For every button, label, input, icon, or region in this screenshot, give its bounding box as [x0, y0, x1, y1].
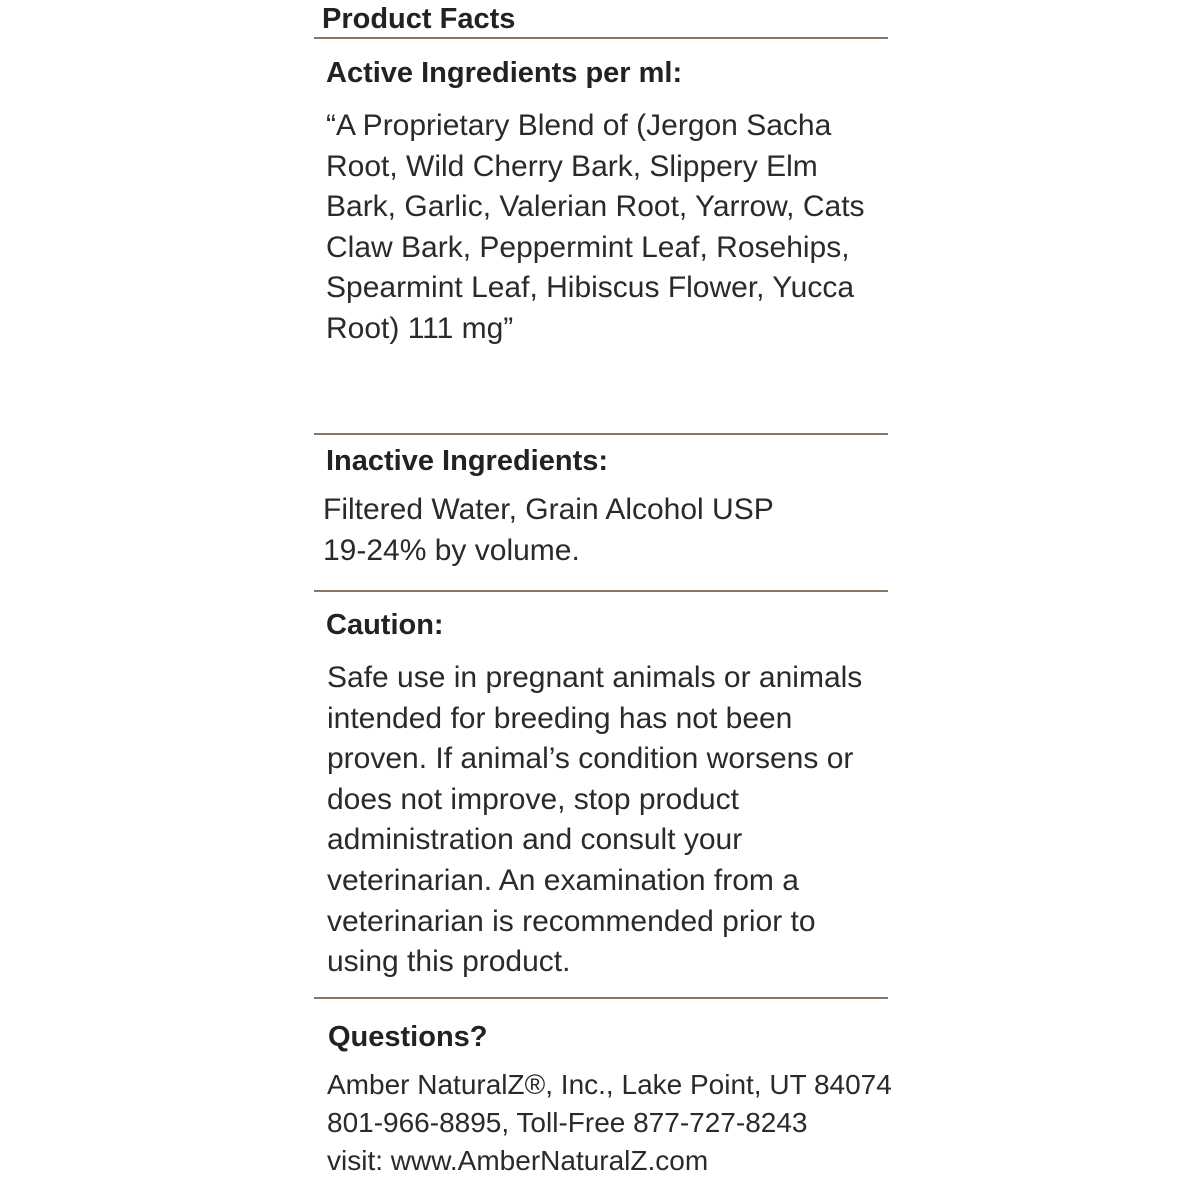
caution-heading: Caution:: [326, 609, 444, 641]
inactive-ingredients-text: Filtered Water, Grain Alcohol USP 19-24% by volume.: [323, 493, 774, 567]
divider: [314, 997, 888, 999]
product-facts-panel: [314, 0, 892, 1200]
active-ingredients-heading: Active Ingredients per ml:: [326, 57, 683, 89]
company-address: Amber NaturalZ®, Inc., Lake Point, UT 84074: [327, 1069, 892, 1100]
inactive-ingredients-heading: Inactive Ingredients:: [326, 445, 609, 477]
active-ingredients-text: “A Proprietary Blend of (Jergon Sacha Root, Wild Cherry Bark, Slippery Elm Bark, Garlic, Valerian Root, Yarrow, Cats Claw Bark, Peppermint Leaf, Rosehips, Spearmint Leaf, Hibiscus Flower, Yucca Root) 111 mg”: [326, 109, 865, 345]
questions-heading: Questions?: [328, 1021, 488, 1053]
divider: [314, 37, 888, 39]
divider: [314, 590, 888, 592]
website: visit: www.AmberNaturalZ.com: [327, 1145, 709, 1176]
phone-numbers: 801-966-8895, Toll-Free 877-727-8243: [327, 1107, 808, 1138]
caution-text: Safe use in pregnant animals or animals intended for breeding has not been proven. If animal’s condition worsens or does not improve, stop product administration and consult your veterinarian. An examination from a veterinarian is recommended prior to using this product.: [327, 661, 863, 979]
divider: [314, 433, 888, 435]
page-title: Product Facts: [322, 3, 516, 35]
